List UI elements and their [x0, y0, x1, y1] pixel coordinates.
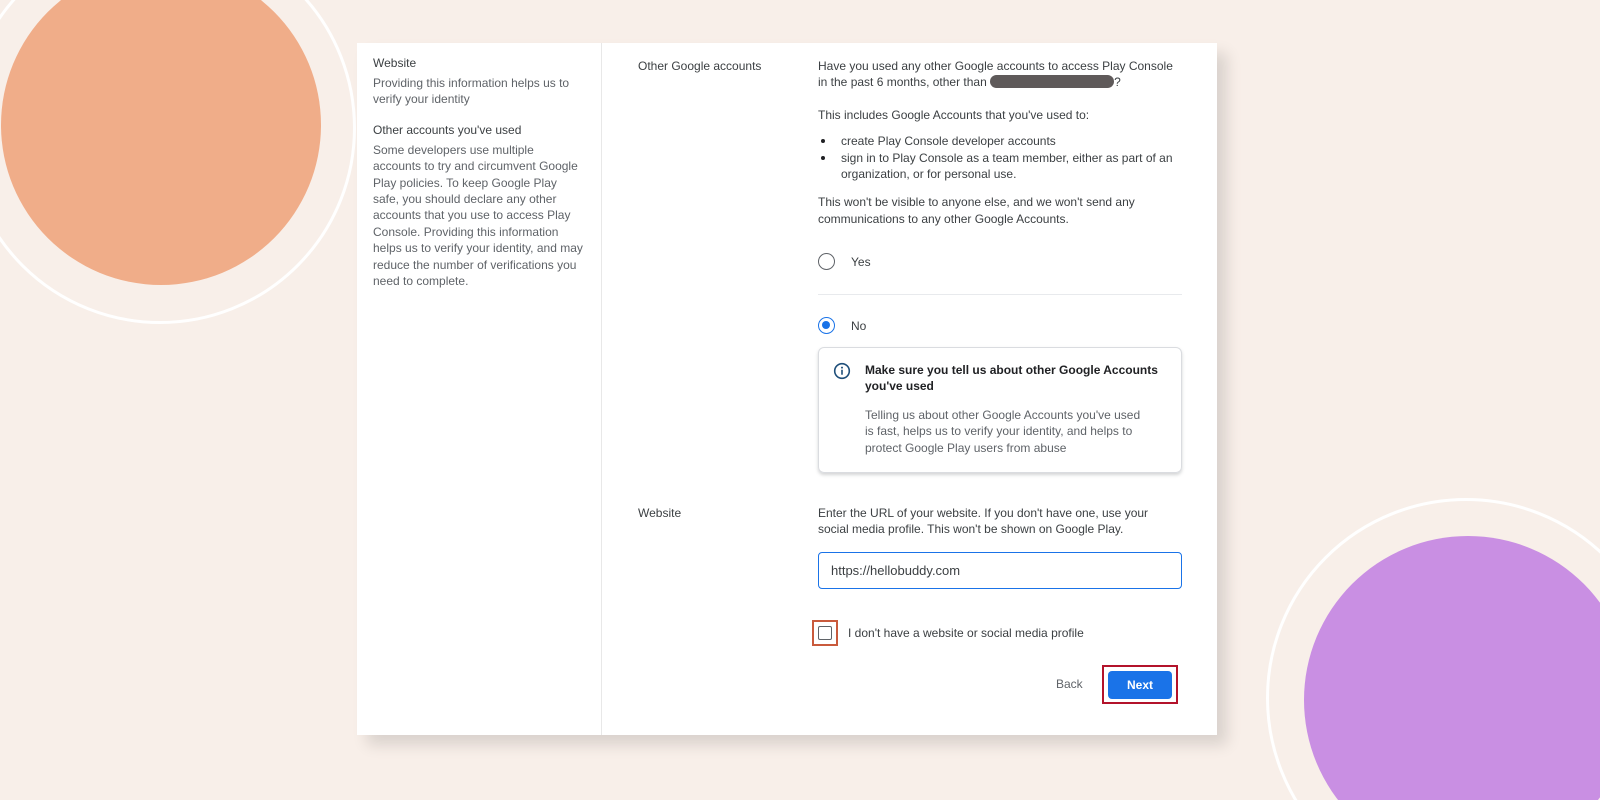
info-callout — [818, 347, 1182, 473]
website-label: Website — [638, 506, 682, 520]
radio-option-no[interactable] — [818, 317, 866, 334]
radio-yes[interactable] — [818, 253, 835, 270]
other-accounts-question — [818, 58, 1182, 91]
list-item: create Play Console developer accounts — [818, 133, 1182, 149]
help-title-website: Website — [373, 56, 417, 70]
info-text: Telling us about other Google Accounts you've used is fast, helps us to verify your identity, and helps to protect Google Play users from abuse — [865, 407, 1141, 455]
includes-text: This includes Google Accounts that you've used to: — [818, 107, 1090, 122]
next-button[interactable]: Next — [1108, 671, 1172, 699]
visibility-note: This won't be visible to anyone else, and we won't send any communications to any other Google Accounts. — [818, 195, 1135, 226]
help-block-accounts — [373, 122, 585, 290]
no-website-label: I don't have a website or social media profile — [848, 626, 1084, 640]
help-block-website — [373, 55, 585, 108]
help-text-accounts: Some developers use multiple accounts to try and circumvent Google Play policies. To keep Google Play safe, you should declare any other accounts that you use to access Play Console. Providing this information helps us to verify your identity, and may reduce the number of verifications you need to complete. — [373, 142, 583, 289]
website-url-input[interactable] — [818, 552, 1182, 589]
radio-no-label: No — [851, 318, 867, 333]
back-button[interactable]: Back — [1056, 677, 1083, 691]
next-button-highlight — [1102, 665, 1178, 704]
info-icon — [833, 362, 851, 380]
question-text: Have you used any other Google accounts to access Play Console in the past 6 months, other than — [818, 59, 1173, 90]
list-item: sign in to Play Console as a team member, either as part of an organization, or for personal use. — [818, 150, 1182, 183]
website-description: Enter the URL of your website. If you don't have one, use your social media profile. This won't be shown on Google Play. — [818, 506, 1149, 537]
bullet-list — [818, 133, 1182, 182]
form-card — [357, 43, 1217, 735]
question-end: ? — [1114, 75, 1121, 90]
help-text-website: Providing this information helps us to verify your identity — [373, 76, 570, 107]
no-website-checkbox[interactable] — [818, 626, 832, 640]
form-main — [602, 43, 1217, 735]
other-accounts-label: Other Google accounts — [638, 59, 762, 73]
radio-option-yes[interactable] — [818, 253, 871, 270]
other-accounts-content — [818, 58, 1182, 227]
redacted-email — [990, 75, 1114, 88]
checkbox-highlight — [812, 620, 838, 646]
help-title-accounts: Other accounts you've used — [373, 122, 522, 137]
radio-no[interactable] — [818, 317, 835, 334]
option-divider — [818, 294, 1182, 295]
no-website-option[interactable] — [812, 620, 1084, 646]
radio-yes-label: Yes — [851, 254, 871, 269]
help-sidebar — [357, 43, 602, 735]
info-title: Make sure you tell us about other Google Accounts you've used — [865, 363, 1158, 394]
